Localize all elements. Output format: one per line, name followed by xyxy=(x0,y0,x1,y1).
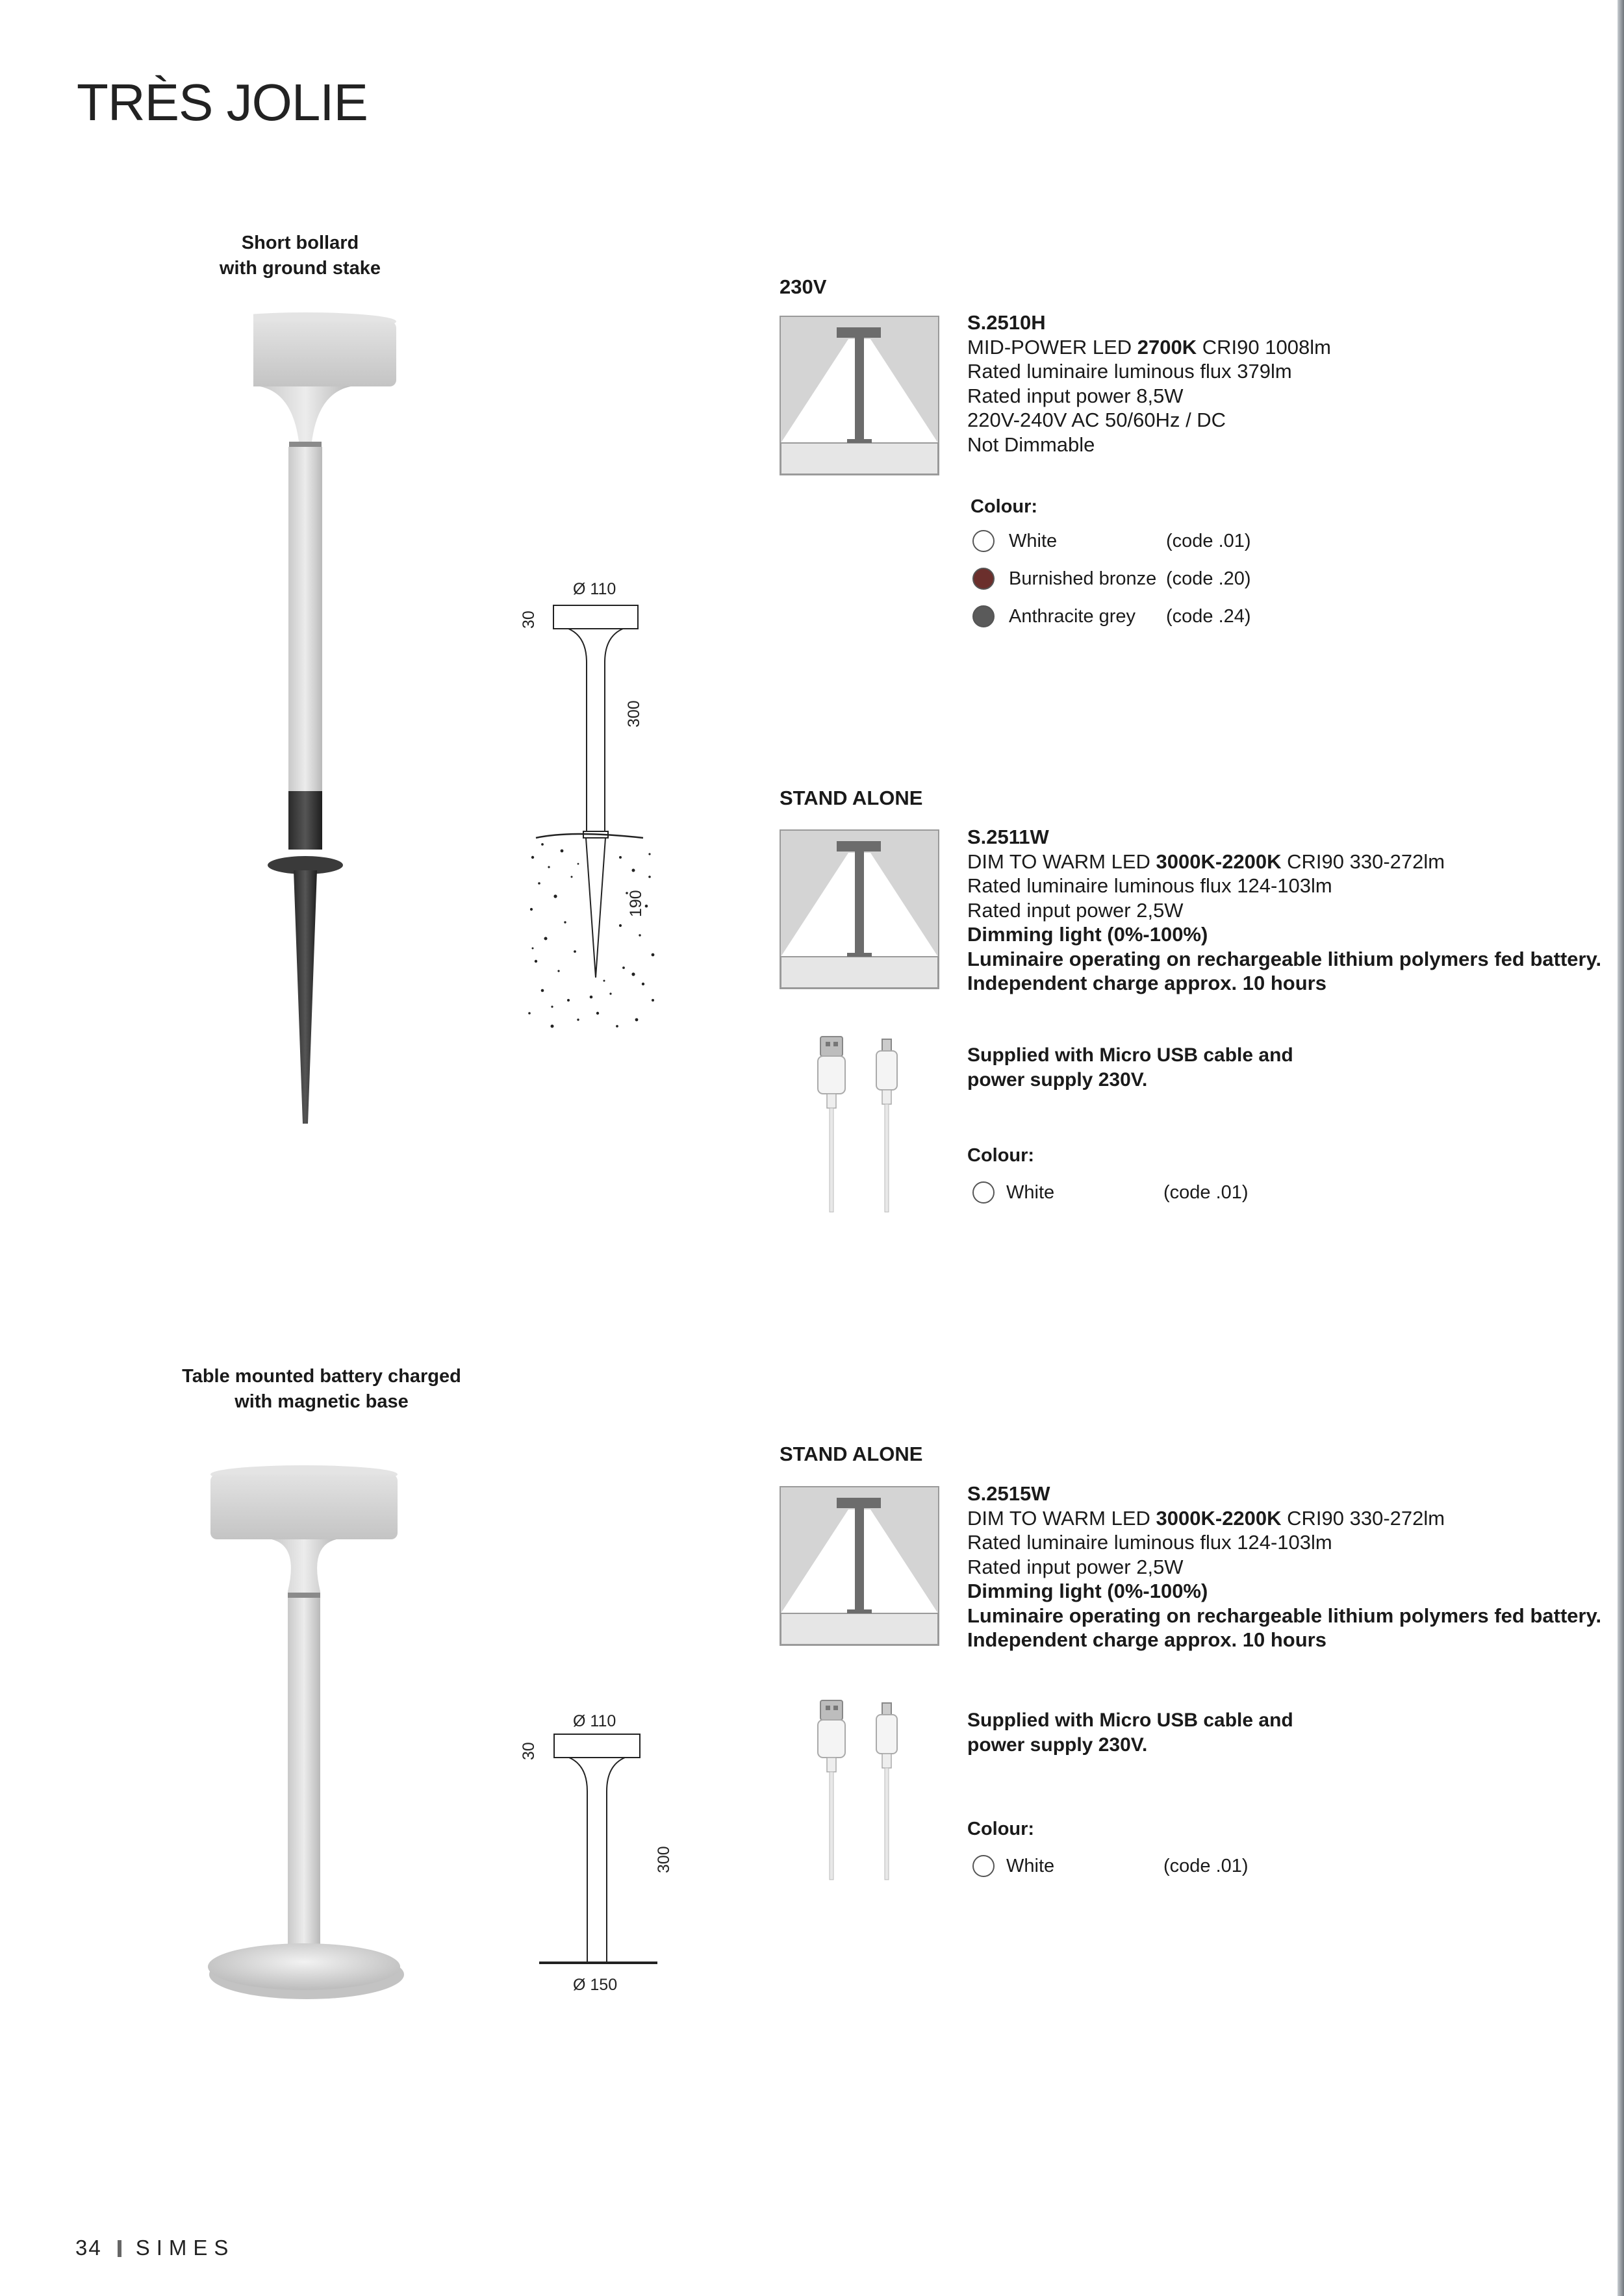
usb-supply-text xyxy=(967,1043,1293,1092)
flux-line: Rated luminaire luminous flux 379lm xyxy=(967,360,1292,383)
page-number: 34 xyxy=(75,2236,102,2260)
charge-line: Independent charge approx. 10 hours xyxy=(967,1628,1326,1651)
led-line: DIM TO WARM LED 3000K-2200K CRI90 330-272lm xyxy=(967,1506,1445,1530)
colour-option-white[interactable]: White (code .01) xyxy=(972,1181,1310,1207)
power-line: Rated input power 2,5W xyxy=(967,1555,1184,1578)
usb-line: power supply 230V. xyxy=(967,1734,1148,1756)
swatch-icon xyxy=(972,568,995,590)
bollard-technical-drawing xyxy=(513,572,695,1065)
dim-head-label: 30 xyxy=(520,1742,538,1760)
page-title: TRÈS JOLIE xyxy=(77,73,368,131)
product-code: S.2510H xyxy=(967,311,1046,334)
footer-divider xyxy=(118,2240,121,2257)
usb-cable-icon xyxy=(809,1033,913,1215)
swatch-icon xyxy=(972,1855,995,1877)
caption-line: Table mounted battery charged xyxy=(182,1366,461,1387)
power-line: Rated input power 8,5W xyxy=(967,384,1184,407)
colour-title: Colour: xyxy=(967,1145,1035,1166)
dimming-line: Not Dimmable xyxy=(967,433,1095,456)
dim-diameter-label: Ø 110 xyxy=(573,1712,616,1730)
dim-base-label: Ø 150 xyxy=(573,1976,618,1994)
power-line: Rated input power 2,5W xyxy=(967,898,1184,922)
section-label-stand-alone: STAND ALONE xyxy=(780,787,923,809)
dimming-line: Dimming light (0%-100%) xyxy=(967,923,1208,946)
usb-cable-icon xyxy=(809,1695,913,1884)
spec-block-s2511w xyxy=(967,825,1601,996)
voltage-line: 220V-240V AC 50/60Hz / DC xyxy=(967,409,1226,431)
product-code: S.2515W xyxy=(967,1482,1050,1505)
section-label-230v: 230V xyxy=(780,275,827,298)
dimming-line: Dimming light (0%-100%) xyxy=(967,1580,1208,1602)
table-lamp-photo xyxy=(169,1461,442,2000)
colour-title: Colour: xyxy=(971,496,1038,517)
flux-line: Rated luminaire luminous flux 124-103lm xyxy=(967,874,1332,897)
caption-line: Short bollard xyxy=(241,233,359,253)
usb-line: Supplied with Micro USB cable and xyxy=(967,1044,1293,1066)
dim-height-label: 300 xyxy=(625,700,643,727)
section-label-stand-alone: STAND ALONE xyxy=(780,1443,923,1465)
charge-line: Independent charge approx. 10 hours xyxy=(967,972,1326,994)
dim-height-label: 300 xyxy=(655,1846,673,1873)
page-edge-strip xyxy=(1618,0,1624,2296)
dim-diameter-label: Ø 110 xyxy=(573,580,616,598)
product-caption-table-mounted xyxy=(159,1364,484,1415)
colour-option-white[interactable]: White (code .01) xyxy=(972,1855,1310,1881)
battery-line: Luminaire operating on rechargeable lithium polymers fed battery. xyxy=(967,947,1602,970)
beam-diagram-icon xyxy=(780,1486,939,1646)
spec-block-s2515w xyxy=(967,1482,1601,1652)
dim-head-label: 30 xyxy=(520,611,538,629)
caption-line: with ground stake xyxy=(219,258,381,279)
flux-line: Rated luminaire luminous flux 124-103lm xyxy=(967,1531,1332,1554)
usb-line: power supply 230V. xyxy=(967,1069,1148,1091)
swatch-icon xyxy=(972,605,995,627)
spec-block-s2510h xyxy=(967,310,1331,457)
usb-line: Supplied with Micro USB cable and xyxy=(967,1709,1293,1731)
colour-options-s2510h: White (code .01) Burnished bronze (code .20) Anthracite grey (code .24) xyxy=(972,530,1310,647)
table-lamp-technical-drawing xyxy=(533,1728,663,1974)
bollard-photo xyxy=(253,312,422,1130)
battery-line: Luminaire operating on rechargeable lithium polymers fed battery. xyxy=(967,1604,1602,1627)
beam-diagram-icon xyxy=(780,829,939,989)
led-line: DIM TO WARM LED 3000K-2200K CRI90 330-272lm xyxy=(967,850,1445,873)
beam-diagram-icon xyxy=(780,316,939,475)
colour-title: Colour: xyxy=(967,1819,1035,1839)
usb-supply-text xyxy=(967,1708,1293,1758)
swatch-icon xyxy=(972,1181,995,1204)
led-line: MID-POWER LED 2700K CRI90 1008lm xyxy=(967,335,1331,359)
swatch-icon xyxy=(972,530,995,552)
caption-line: with magnetic base xyxy=(235,1391,409,1412)
product-caption-short-bollard xyxy=(170,231,430,281)
dim-stake-label: 190 xyxy=(627,890,645,917)
page-footer xyxy=(75,2236,235,2260)
footer-brand: SIMES xyxy=(135,2236,235,2260)
product-code: S.2511W xyxy=(967,826,1049,848)
